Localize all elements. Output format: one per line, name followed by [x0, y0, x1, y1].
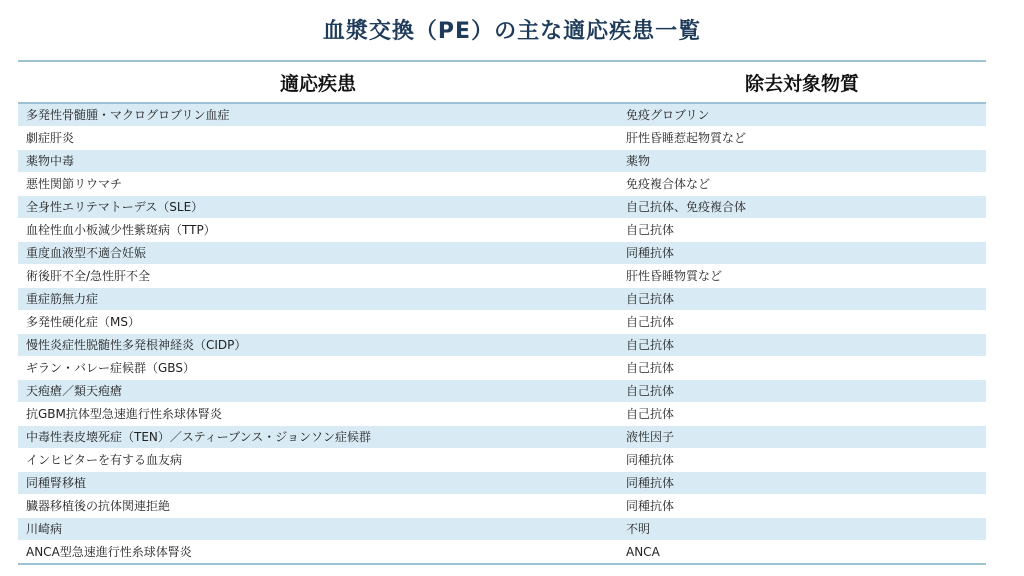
cell-disease: ギラン・バレー症候群（GBS）: [18, 357, 618, 380]
cell-disease: 抗GBM抗体型急速進行性糸球体腎炎: [18, 403, 618, 426]
disease-table-container: [18, 60, 986, 565]
cell-target-substance: 同種抗体: [618, 242, 986, 265]
table-row: [18, 472, 986, 495]
table-row: [18, 541, 986, 565]
cell-target-substance: 自己抗体: [618, 219, 986, 242]
cell-disease: 同種腎移植: [18, 472, 618, 495]
cell-target-substance: ANCA: [618, 541, 986, 565]
cell-disease: 血栓性血小板減少性紫斑病（TTP）: [18, 219, 618, 242]
cell-disease: 劇症肝炎: [18, 127, 618, 150]
cell-disease: 川崎病: [18, 518, 618, 541]
cell-target-substance: 免疫複合体など: [618, 173, 986, 196]
cell-disease: 慢性炎症性脱髄性多発根神経炎（CIDP）: [18, 334, 618, 357]
cell-target-substance: 液性因子: [618, 426, 986, 449]
cell-target-substance: 自己抗体: [618, 288, 986, 311]
header-target-substance: 除去対象物質: [618, 61, 986, 103]
cell-disease: 悪性関節リウマチ: [18, 173, 618, 196]
cell-disease: インヒビターを有する血友病: [18, 449, 618, 472]
table-row: [18, 403, 986, 426]
table-row: [18, 242, 986, 265]
table-row: [18, 265, 986, 288]
cell-target-substance: 同種抗体: [618, 472, 986, 495]
table-row: [18, 380, 986, 403]
cell-disease: 全身性エリテマトーデス（SLE）: [18, 196, 618, 219]
cell-target-substance: 肝性昏睡物質など: [618, 265, 986, 288]
disease-table: [18, 60, 986, 565]
cell-target-substance: 不明: [618, 518, 986, 541]
cell-disease: 中毒性表皮壊死症（TEN）／スティーブンス・ジョンソン症候群: [18, 426, 618, 449]
cell-target-substance: 免疫グロブリン: [618, 103, 986, 127]
cell-target-substance: 同種抗体: [618, 495, 986, 518]
cell-disease: 術後肝不全/急性肝不全: [18, 265, 618, 288]
cell-target-substance: 自己抗体、免疫複合体: [618, 196, 986, 219]
table-row: [18, 449, 986, 472]
cell-target-substance: 自己抗体: [618, 403, 986, 426]
cell-disease: 重症筋無力症: [18, 288, 618, 311]
table-row: [18, 219, 986, 242]
cell-disease: 多発性硬化症（MS）: [18, 311, 618, 334]
table-body: [18, 103, 986, 564]
cell-disease: 臓器移植後の抗体関連拒絶: [18, 495, 618, 518]
header-disease: 適応疾患: [18, 61, 618, 103]
table-row: [18, 311, 986, 334]
cell-disease: 薬物中毒: [18, 150, 618, 173]
table-header-row: [18, 61, 986, 103]
cell-target-substance: 自己抗体: [618, 380, 986, 403]
cell-disease: 多発性骨髄腫・マクログロブリン血症: [18, 103, 618, 127]
cell-target-substance: 薬物: [618, 150, 986, 173]
cell-target-substance: 自己抗体: [618, 311, 986, 334]
cell-target-substance: 同種抗体: [618, 449, 986, 472]
cell-disease: 重度血液型不適合妊娠: [18, 242, 618, 265]
cell-target-substance: 自己抗体: [618, 334, 986, 357]
cell-target-substance: 自己抗体: [618, 357, 986, 380]
table-row: [18, 173, 986, 196]
table-row: [18, 150, 986, 173]
cell-target-substance: 肝性昏睡惹起物質など: [618, 127, 986, 150]
table-row: [18, 495, 986, 518]
cell-disease: 天疱瘡／類天疱瘡: [18, 380, 618, 403]
page-title: 血漿交換（PE）の主な適応疾患一覧: [322, 19, 702, 44]
table-row: [18, 334, 986, 357]
table-row: [18, 426, 986, 449]
cell-disease: ANCA型急速進行性糸球体腎炎: [18, 541, 618, 565]
table-row: [18, 357, 986, 380]
table-row: [18, 518, 986, 541]
table-row: [18, 103, 986, 127]
table-row: [18, 127, 986, 150]
table-row: [18, 288, 986, 311]
table-row: [18, 196, 986, 219]
